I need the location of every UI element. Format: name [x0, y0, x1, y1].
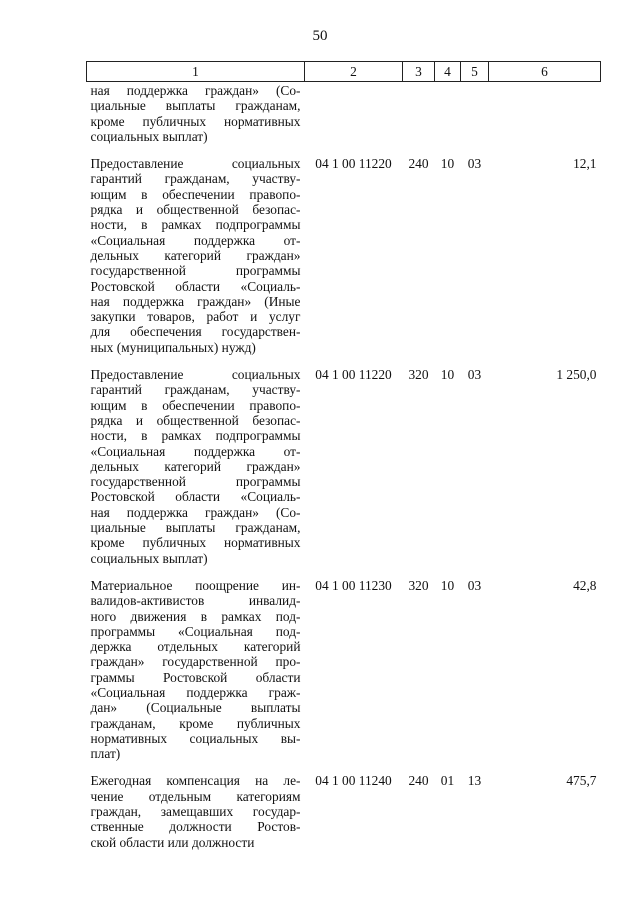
description-line: циальные выплаты гражданам, — [90, 98, 301, 114]
description-line: Предоставление социальных — [90, 367, 301, 383]
page-number: 50 — [312, 28, 328, 44]
description-line: ная поддержка граждан» (Иные — [90, 293, 301, 309]
table-row — [87, 82, 601, 145]
description-line: ного движения в рамках под- — [90, 608, 301, 624]
description-line: Материальное поощрение ин- — [90, 577, 301, 593]
table-row — [87, 761, 601, 849]
description-line: дельных категорий граждан» — [90, 247, 301, 263]
description-line: циальные выплаты гражданам, — [90, 520, 301, 536]
description-line: Ростовской области «Социаль- — [90, 278, 301, 294]
expense-type-code: 240 — [408, 156, 429, 172]
description-line: кроме публичных нормативных — [90, 535, 301, 551]
subsection-code — [461, 82, 489, 145]
row-description — [87, 761, 305, 849]
description-line: гражданам, кроме публичных — [90, 715, 301, 731]
table-row — [87, 355, 601, 566]
description-line: ющим в обеспечении правопо- — [90, 397, 301, 413]
amount — [489, 82, 601, 145]
expense-type-code: 320 — [408, 577, 429, 593]
row-description — [87, 566, 305, 762]
target-article-code: 04 1 00 11220 — [315, 367, 392, 383]
column-header-3: 3 — [403, 62, 435, 82]
description-line: валидов-активистов инвалид- — [90, 593, 301, 609]
description-line: социальных выплат) — [90, 550, 208, 566]
row-description — [87, 82, 305, 145]
amount: 475,7 — [566, 773, 597, 789]
target-article-code: 04 1 00 11240 — [315, 773, 392, 789]
description-line: граждан, замещавших государ- — [90, 804, 301, 820]
description-line: Предоставление социальных — [90, 156, 301, 172]
description-line: ности, в рамках подпрограммы — [90, 217, 301, 233]
target-article-code: 04 1 00 11220 — [315, 156, 392, 172]
budget-table — [86, 61, 601, 850]
expense-type-code: 320 — [408, 367, 429, 383]
description-line: держка отдельных категорий — [90, 639, 301, 655]
description-line: граждан» государственной про- — [90, 654, 301, 670]
description-line: «Социальная поддержка граж- — [90, 684, 301, 700]
expense-type-code — [403, 82, 435, 145]
description-line: гарантий гражданам, участву- — [90, 382, 301, 398]
description-line: Ростовской области «Социаль- — [90, 489, 301, 505]
description-line: плат) — [90, 746, 121, 762]
row-description — [87, 355, 305, 566]
subsection-code: 03 — [467, 156, 482, 172]
description-line: кроме публичных нормативных — [90, 113, 301, 129]
target-article-code: 04 1 00 11230 — [315, 577, 392, 593]
description-line: ности, в рамках подпрограммы — [90, 428, 301, 444]
amount: 1 250,0 — [556, 367, 597, 383]
column-header-5: 5 — [461, 62, 489, 82]
expense-type-code: 240 — [408, 773, 429, 789]
column-header-1: 1 — [87, 62, 305, 82]
description-line: ской области или должности — [90, 834, 255, 850]
description-line: закупки товаров, работ и услуг — [90, 309, 301, 325]
description-line: рядка и общественной безопас- — [90, 412, 301, 428]
description-line: ная поддержка граждан» (Со- — [90, 504, 301, 520]
column-header-2: 2 — [305, 62, 403, 82]
description-line: социальных выплат) — [90, 128, 208, 144]
section-code: 10 — [440, 156, 455, 172]
description-line: граммы Ростовской области — [90, 669, 301, 685]
description-line: нормативных социальных вы- — [90, 730, 301, 746]
table-row — [87, 144, 601, 355]
subsection-code: 13 — [467, 773, 482, 789]
description-line: «Социальная поддержка от- — [90, 232, 301, 248]
description-line: дан» (Социальные выплаты — [90, 700, 301, 716]
row-description — [87, 144, 305, 355]
description-line: программы «Социальная под- — [90, 623, 301, 639]
description-line: ющим в обеспечении правопо- — [90, 186, 301, 202]
description-line: ственные должности Ростов- — [90, 819, 301, 835]
description-line: рядка и общественной безопас- — [90, 202, 301, 218]
description-line: государственной программы — [90, 474, 301, 490]
subsection-code: 03 — [467, 367, 482, 383]
description-line: ных (муниципальных) нужд) — [90, 339, 256, 355]
description-line: дельных категорий граждан» — [90, 458, 301, 474]
table-row — [87, 566, 601, 762]
description-line: гарантий гражданам, участву- — [90, 171, 301, 187]
description-line: ная поддержка граждан» (Со- — [90, 83, 301, 98]
description-line: для обеспечения государствен- — [90, 324, 301, 340]
table-header-row — [87, 62, 601, 82]
subsection-code: 03 — [467, 577, 482, 593]
amount: 42,8 — [573, 577, 597, 593]
column-header-6: 6 — [489, 62, 601, 82]
column-header-4: 4 — [435, 62, 461, 82]
description-line: Ежегодная компенсация на ле- — [90, 773, 301, 789]
target-article-code — [305, 82, 403, 145]
section-code: 10 — [440, 367, 455, 383]
section-code: 01 — [440, 773, 455, 789]
section-code — [435, 82, 461, 145]
description-line: «Социальная поддержка от- — [90, 443, 301, 459]
section-code: 10 — [440, 577, 455, 593]
description-line: государственной программы — [90, 263, 301, 279]
description-line: чение отдельным категориям — [90, 788, 301, 804]
amount: 12,1 — [573, 156, 597, 172]
table-body — [87, 82, 601, 850]
